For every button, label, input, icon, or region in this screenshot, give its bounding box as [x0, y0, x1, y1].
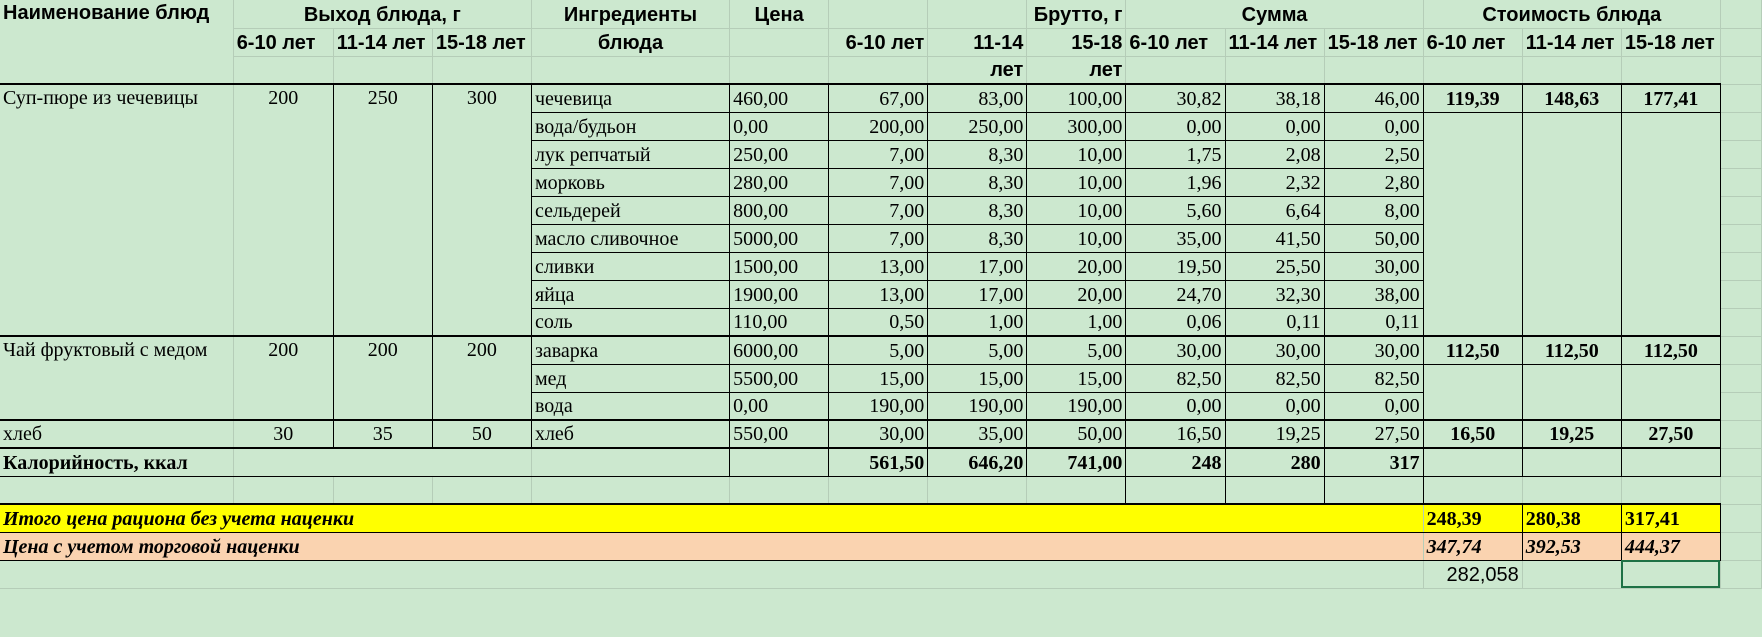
- ingredient-price[interactable]: 0,00: [730, 392, 829, 420]
- ingredient-gross-6-10[interactable]: 67,00: [829, 84, 928, 112]
- empty-cell[interactable]: [1126, 476, 1225, 504]
- empty-cell[interactable]: [730, 56, 829, 84]
- ingredient-gross-6-10[interactable]: 190,00: [829, 392, 928, 420]
- ingredient-gross-6-10[interactable]: 7,00: [829, 224, 928, 252]
- empty-cell[interactable]: [333, 56, 432, 84]
- empty-cell[interactable]: [1720, 112, 1761, 140]
- header-gross[interactable]: Брутто, г: [1027, 0, 1126, 28]
- ingredient-gross-11-14[interactable]: 8,30: [928, 224, 1027, 252]
- ingredient-sum-15-18[interactable]: 50,00: [1324, 224, 1423, 252]
- empty-cell[interactable]: [531, 448, 729, 476]
- ingredient-sum-11-14[interactable]: 32,30: [1225, 280, 1324, 308]
- header-row-2: [0, 28, 1762, 56]
- header-sum-15-18[interactable]: 15-18 лет: [1324, 28, 1423, 56]
- empty-cell[interactable]: [1423, 448, 1522, 476]
- ingredient-price[interactable]: 550,00: [730, 420, 829, 448]
- ingredient-gross-6-10[interactable]: 7,00: [829, 196, 928, 224]
- empty-row: [0, 476, 1762, 504]
- markup-15-18[interactable]: 444,37: [1621, 532, 1720, 560]
- ingredient-gross-11-14[interactable]: 1,00: [928, 308, 1027, 336]
- ingredient-sum-11-14[interactable]: 30,00: [1225, 336, 1324, 364]
- empty-cell[interactable]: [1522, 560, 1621, 588]
- dish-cost-11-14[interactable]: 148,63: [1522, 84, 1621, 112]
- dish-cost-6-10[interactable]: 16,50: [1423, 420, 1522, 448]
- ingredient-gross-11-14[interactable]: 8,30: [928, 140, 1027, 168]
- ingredient-sum-11-14[interactable]: 19,25: [1225, 420, 1324, 448]
- markup-6-10[interactable]: 347,74: [1423, 532, 1522, 560]
- extra-value[interactable]: 282,058: [1423, 560, 1522, 588]
- dish-cost-11-14[interactable]: 112,50: [1522, 336, 1621, 364]
- ingredient-sum-6-10[interactable]: 0,00: [1126, 112, 1225, 140]
- empty-cell[interactable]: [1621, 364, 1720, 420]
- ingredient-price[interactable]: 6000,00: [730, 336, 829, 364]
- ingredient-gross-15-18[interactable]: 190,00: [1027, 392, 1126, 420]
- ingredient-price[interactable]: 800,00: [730, 196, 829, 224]
- ingredient-sum-15-18[interactable]: 82,50: [1324, 364, 1423, 392]
- ingredient-gross-15-18[interactable]: 5,00: [1027, 336, 1126, 364]
- calories-gross-15-18[interactable]: 741,00: [1027, 448, 1126, 476]
- empty-cell[interactable]: [829, 476, 928, 504]
- empty-cell[interactable]: [1720, 0, 1761, 28]
- empty-cell[interactable]: [0, 560, 1423, 588]
- header-gross-11-14-years[interactable]: лет: [928, 56, 1027, 84]
- ingredient-price[interactable]: 250,00: [730, 140, 829, 168]
- ingredient-gross-15-18[interactable]: 10,00: [1027, 168, 1126, 196]
- dish-yield-15-18[interactable]: 50: [432, 420, 531, 448]
- ingredient-gross-15-18[interactable]: 10,00: [1027, 140, 1126, 168]
- dish-yield-6-10[interactable]: 200: [233, 336, 333, 420]
- ingredient-gross-11-14[interactable]: 8,30: [928, 196, 1027, 224]
- total-6-10[interactable]: 248,39: [1423, 504, 1522, 532]
- ingredient-sum-6-10[interactable]: 0,00: [1126, 392, 1225, 420]
- total-label[interactable]: Итого цена рациона без учета наценки: [0, 504, 1423, 532]
- empty-cell[interactable]: [1720, 560, 1761, 588]
- header-sum-11-14[interactable]: 11-14 лет: [1225, 28, 1324, 56]
- ingredient-sum-15-18[interactable]: 30,00: [1324, 336, 1423, 364]
- empty-cell[interactable]: [1720, 364, 1761, 392]
- ingredient-name[interactable]: сельдерей: [531, 196, 729, 224]
- empty-cell[interactable]: [730, 476, 829, 504]
- ingredient-sum-15-18[interactable]: 2,80: [1324, 168, 1423, 196]
- ingredient-name[interactable]: заварка: [531, 336, 729, 364]
- empty-cell[interactable]: [1522, 364, 1621, 420]
- ingredient-sum-11-14[interactable]: 82,50: [1225, 364, 1324, 392]
- empty-cell[interactable]: [1324, 476, 1423, 504]
- extra-row: [0, 560, 1762, 588]
- empty-cell[interactable]: [1522, 476, 1621, 504]
- empty-cell[interactable]: [1720, 168, 1761, 196]
- table-row: [0, 84, 1762, 112]
- empty-cell[interactable]: [1720, 224, 1761, 252]
- empty-cell[interactable]: [1720, 140, 1761, 168]
- ingredient-sum-15-18[interactable]: 8,00: [1324, 196, 1423, 224]
- empty-cell[interactable]: [1423, 476, 1522, 504]
- empty-cell[interactable]: [1720, 504, 1761, 532]
- header-cost-6-10[interactable]: 6-10 лет: [1423, 28, 1522, 56]
- table-row: [0, 336, 1762, 364]
- ingredient-gross-15-18[interactable]: 300,00: [1027, 112, 1126, 140]
- ingredient-sum-15-18[interactable]: 27,50: [1324, 420, 1423, 448]
- ingredient-price[interactable]: 1500,00: [730, 252, 829, 280]
- markup-row: [0, 532, 1762, 560]
- ingredient-gross-6-10[interactable]: 5,00: [829, 336, 928, 364]
- empty-cell[interactable]: [1720, 476, 1761, 504]
- header-row-1: [0, 0, 1762, 28]
- empty-cell[interactable]: [1621, 476, 1720, 504]
- calories-sum-11-14[interactable]: 280: [1225, 448, 1324, 476]
- ingredient-sum-6-10[interactable]: 1,96: [1126, 168, 1225, 196]
- ingredient-price[interactable]: 110,00: [730, 308, 829, 336]
- ingredient-price[interactable]: 460,00: [730, 84, 829, 112]
- ingredient-name[interactable]: яйца: [531, 280, 729, 308]
- empty-cell[interactable]: [1720, 196, 1761, 224]
- ingredient-gross-11-14[interactable]: 17,00: [928, 252, 1027, 280]
- ingredient-gross-15-18[interactable]: 10,00: [1027, 224, 1126, 252]
- dish-yield-15-18[interactable]: 300: [432, 84, 531, 336]
- ingredient-name[interactable]: хлеб: [531, 420, 729, 448]
- ingredient-sum-11-14[interactable]: 0,00: [1225, 392, 1324, 420]
- ingredient-gross-11-14[interactable]: 15,00: [928, 364, 1027, 392]
- header-gross-15-18-years[interactable]: лет: [1027, 56, 1126, 84]
- empty-cell[interactable]: [829, 56, 928, 84]
- ingredient-name[interactable]: морковь: [531, 168, 729, 196]
- dish-cost-15-18[interactable]: 177,41: [1621, 84, 1720, 112]
- empty-cell[interactable]: [1720, 28, 1761, 56]
- ingredient-sum-15-18[interactable]: 30,00: [1324, 252, 1423, 280]
- empty-cell[interactable]: [1720, 252, 1761, 280]
- empty-cell[interactable]: [1720, 532, 1761, 560]
- empty-cell[interactable]: [233, 476, 333, 504]
- empty-cell[interactable]: [1423, 364, 1522, 420]
- ingredient-name[interactable]: соль: [531, 308, 729, 336]
- empty-cell[interactable]: [730, 448, 829, 476]
- ingredient-sum-11-14[interactable]: 0,11: [1225, 308, 1324, 336]
- ingredient-gross-6-10[interactable]: 200,00: [829, 112, 928, 140]
- total-15-18[interactable]: 317,41: [1621, 504, 1720, 532]
- markup-label[interactable]: Цена с учетом торговой наценки: [0, 532, 1423, 560]
- dish-name[interactable]: хлеб: [0, 420, 233, 448]
- ingredient-gross-11-14[interactable]: 17,00: [928, 280, 1027, 308]
- total-11-14[interactable]: 280,38: [1522, 504, 1621, 532]
- ingredient-gross-15-18[interactable]: 1,00: [1027, 308, 1126, 336]
- selected-cell[interactable]: [1621, 560, 1720, 588]
- empty-cell[interactable]: [1621, 112, 1720, 336]
- ingredient-name[interactable]: чечевица: [531, 84, 729, 112]
- ingredient-gross-11-14[interactable]: 250,00: [928, 112, 1027, 140]
- empty-cell[interactable]: [432, 56, 531, 84]
- empty-cell[interactable]: [1423, 112, 1522, 336]
- dish-cost-6-10[interactable]: 119,39: [1423, 84, 1522, 112]
- ingredient-gross-11-14[interactable]: 5,00: [928, 336, 1027, 364]
- dish-yield-11-14[interactable]: 35: [333, 420, 432, 448]
- ingredient-name[interactable]: сливки: [531, 252, 729, 280]
- empty-cell[interactable]: [0, 476, 233, 504]
- empty-cell[interactable]: [1720, 56, 1761, 84]
- ingredient-sum-6-10[interactable]: 5,60: [1126, 196, 1225, 224]
- dish-yield-6-10[interactable]: 200: [233, 84, 333, 336]
- ingredient-gross-15-18[interactable]: 15,00: [1027, 364, 1126, 392]
- empty-cell[interactable]: [928, 476, 1027, 504]
- ingredient-sum-11-14[interactable]: 41,50: [1225, 224, 1324, 252]
- dish-cost-6-10[interactable]: 112,50: [1423, 336, 1522, 364]
- header-sum[interactable]: Сумма: [1126, 0, 1423, 28]
- ingredient-sum-6-10[interactable]: 24,70: [1126, 280, 1225, 308]
- ingredient-sum-6-10[interactable]: 16,50: [1126, 420, 1225, 448]
- dish-yield-15-18[interactable]: 200: [432, 336, 531, 420]
- ingredient-gross-6-10[interactable]: 7,00: [829, 140, 928, 168]
- empty-cell[interactable]: [1027, 476, 1126, 504]
- header-gross-11-14[interactable]: 11-14: [928, 28, 1027, 56]
- ingredient-name[interactable]: вода: [531, 392, 729, 420]
- header-ingredients[interactable]: Ингредиенты: [531, 0, 729, 28]
- empty-cell[interactable]: [1720, 84, 1761, 112]
- ingredient-name[interactable]: вода/будьон: [531, 112, 729, 140]
- empty-cell[interactable]: [829, 0, 928, 28]
- ingredient-gross-6-10[interactable]: 0,50: [829, 308, 928, 336]
- ingredient-price[interactable]: 0,00: [730, 112, 829, 140]
- ingredient-gross-15-18[interactable]: 50,00: [1027, 420, 1126, 448]
- empty-cell[interactable]: [233, 56, 333, 84]
- empty-cell[interactable]: [1522, 112, 1621, 336]
- empty-cell[interactable]: [1720, 392, 1761, 420]
- ingredient-price[interactable]: 1900,00: [730, 280, 829, 308]
- ingredient-name[interactable]: масло сливочное: [531, 224, 729, 252]
- header-ingredients-2[interactable]: блюда: [531, 28, 729, 56]
- empty-cell[interactable]: [1225, 476, 1324, 504]
- empty-cell[interactable]: [1720, 420, 1761, 448]
- ingredient-price[interactable]: 280,00: [730, 168, 829, 196]
- dish-yield-6-10[interactable]: 30: [233, 420, 333, 448]
- empty-cell[interactable]: [1720, 308, 1761, 336]
- ingredient-sum-15-18[interactable]: 0,00: [1324, 112, 1423, 140]
- empty-cell[interactable]: [1720, 448, 1761, 476]
- calories-label[interactable]: Калорийность, ккал: [0, 448, 233, 476]
- empty-cell[interactable]: [432, 476, 531, 504]
- calories-sum-6-10[interactable]: 248: [1126, 448, 1225, 476]
- total-row: [0, 504, 1762, 532]
- ingredient-sum-11-14[interactable]: 6,64: [1225, 196, 1324, 224]
- header-price[interactable]: Цена: [730, 0, 829, 28]
- empty-cell[interactable]: [1126, 56, 1225, 84]
- calories-gross-11-14[interactable]: 646,20: [928, 448, 1027, 476]
- ingredient-sum-11-14[interactable]: 2,08: [1225, 140, 1324, 168]
- empty-cell[interactable]: [531, 56, 729, 84]
- dish-yield-11-14[interactable]: 200: [333, 336, 432, 420]
- ingredient-sum-6-10[interactable]: 35,00: [1126, 224, 1225, 252]
- ingredient-sum-15-18[interactable]: 46,00: [1324, 84, 1423, 112]
- dish-name[interactable]: Чай фруктовый с медом: [0, 336, 233, 420]
- empty-cell[interactable]: [1522, 56, 1621, 84]
- ingredient-gross-11-14[interactable]: 83,00: [928, 84, 1027, 112]
- empty-cell[interactable]: [1324, 56, 1423, 84]
- ingredient-price[interactable]: 5000,00: [730, 224, 829, 252]
- ingredient-gross-6-10[interactable]: 15,00: [829, 364, 928, 392]
- header-row-3: [0, 56, 1762, 84]
- empty-cell[interactable]: [1720, 280, 1761, 308]
- ingredient-sum-6-10[interactable]: 0,06: [1126, 308, 1225, 336]
- calories-sum-15-18[interactable]: 317: [1324, 448, 1423, 476]
- header-gross-6-10[interactable]: 6-10 лет: [829, 28, 928, 56]
- dish-name[interactable]: Суп-пюре из чечевицы: [0, 84, 233, 336]
- ingredient-sum-6-10[interactable]: 30,82: [1126, 84, 1225, 112]
- header-dish-name[interactable]: Наименование блюд: [0, 0, 233, 84]
- ingredient-gross-15-18[interactable]: 20,00: [1027, 280, 1126, 308]
- ingredient-gross-6-10[interactable]: 30,00: [829, 420, 928, 448]
- ingredient-gross-6-10[interactable]: 7,00: [829, 168, 928, 196]
- ingredient-gross-11-14[interactable]: 190,00: [928, 392, 1027, 420]
- ingredient-sum-6-10[interactable]: 1,75: [1126, 140, 1225, 168]
- ingredient-name[interactable]: лук репчатый: [531, 140, 729, 168]
- empty-cell[interactable]: [1522, 448, 1621, 476]
- header-yield-15-18[interactable]: 15-18 лет: [432, 28, 531, 56]
- ingredient-sum-6-10[interactable]: 19,50: [1126, 252, 1225, 280]
- ingredient-gross-15-18[interactable]: 100,00: [1027, 84, 1126, 112]
- ingredient-gross-15-18[interactable]: 20,00: [1027, 252, 1126, 280]
- ingredient-gross-6-10[interactable]: 13,00: [829, 252, 928, 280]
- empty-cell[interactable]: [233, 448, 531, 476]
- empty-cell[interactable]: [531, 476, 729, 504]
- ingredient-sum-15-18[interactable]: 0,00: [1324, 392, 1423, 420]
- header-cost-11-14[interactable]: 11-14 лет: [1522, 28, 1621, 56]
- ingredient-sum-15-18[interactable]: 2,50: [1324, 140, 1423, 168]
- ingredient-sum-15-18[interactable]: 38,00: [1324, 280, 1423, 308]
- empty-cell[interactable]: [1621, 448, 1720, 476]
- empty-cell[interactable]: [1423, 56, 1522, 84]
- ingredient-sum-11-14[interactable]: 25,50: [1225, 252, 1324, 280]
- header-gross-15-18[interactable]: 15-18: [1027, 28, 1126, 56]
- ingredient-gross-15-18[interactable]: 10,00: [1027, 196, 1126, 224]
- calories-gross-6-10[interactable]: 561,50: [829, 448, 928, 476]
- empty-cell[interactable]: [1720, 336, 1761, 364]
- calories-row: [0, 448, 1762, 476]
- empty-cell[interactable]: [1621, 56, 1720, 84]
- ingredient-sum-11-14[interactable]: 0,00: [1225, 112, 1324, 140]
- ingredient-gross-11-14[interactable]: 35,00: [928, 420, 1027, 448]
- dish-cost-15-18[interactable]: 112,50: [1621, 336, 1720, 364]
- ingredient-name[interactable]: мед: [531, 364, 729, 392]
- header-cost[interactable]: Стоимость блюда: [1423, 0, 1720, 28]
- ingredient-sum-15-18[interactable]: 0,11: [1324, 308, 1423, 336]
- header-sum-6-10[interactable]: 6-10 лет: [1126, 28, 1225, 56]
- empty-cell[interactable]: [333, 476, 432, 504]
- header-cost-15-18[interactable]: 15-18 лет: [1621, 28, 1720, 56]
- ingredient-sum-6-10[interactable]: 82,50: [1126, 364, 1225, 392]
- dish-yield-11-14[interactable]: 250: [333, 84, 432, 336]
- dish-cost-15-18[interactable]: 27,50: [1621, 420, 1720, 448]
- ingredient-sum-11-14[interactable]: 38,18: [1225, 84, 1324, 112]
- header-yield[interactable]: Выход блюда, г: [233, 0, 531, 28]
- ingredient-sum-11-14[interactable]: 2,32: [1225, 168, 1324, 196]
- ingredient-price[interactable]: 5500,00: [730, 364, 829, 392]
- markup-11-14[interactable]: 392,53: [1522, 532, 1621, 560]
- empty-cell[interactable]: [1225, 56, 1324, 84]
- header-yield-6-10[interactable]: 6-10 лет: [233, 28, 333, 56]
- header-yield-11-14[interactable]: 11-14 лет: [333, 28, 432, 56]
- ingredient-sum-6-10[interactable]: 30,00: [1126, 336, 1225, 364]
- table-row: [0, 420, 1762, 448]
- ingredient-gross-6-10[interactable]: 13,00: [829, 280, 928, 308]
- ingredient-gross-11-14[interactable]: 8,30: [928, 168, 1027, 196]
- empty-cell[interactable]: [928, 0, 1027, 28]
- empty-cell[interactable]: [730, 28, 829, 56]
- dish-cost-11-14[interactable]: 19,25: [1522, 420, 1621, 448]
